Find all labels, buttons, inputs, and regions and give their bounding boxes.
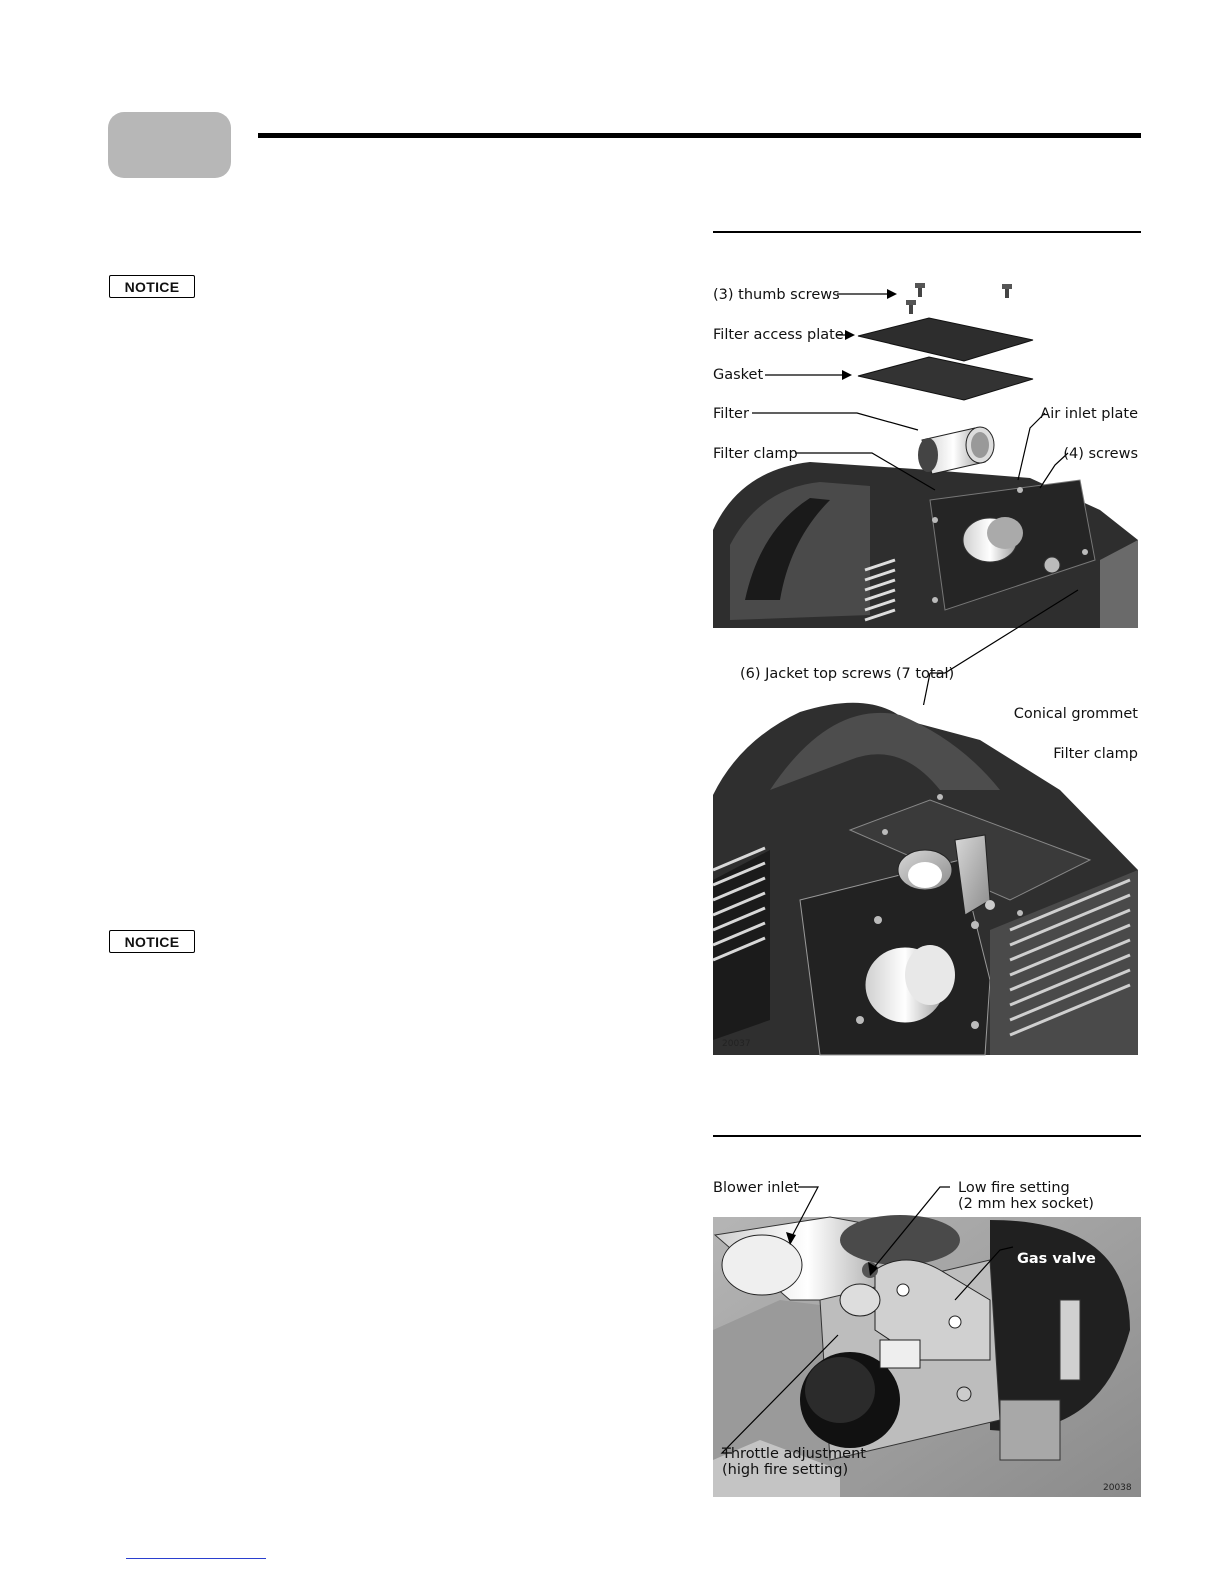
notice-badge: NOTICE [109,275,195,298]
label-filter-clamp: Filter clamp [1053,746,1138,762]
thumb-screw [1002,284,1012,298]
filter-cylinder [918,427,994,474]
label-four-screws: (4) screws [1063,446,1138,462]
label-filter-access-plate: Filter access plate [713,327,844,343]
figure-id: 20037 [722,1039,751,1049]
filter-access-plate-shape [858,318,1033,361]
label-high-fire-setting: (high fire setting) [722,1462,849,1478]
footer-link-underline[interactable] [126,1558,266,1559]
label-conical-grommet: Conical grommet [1013,706,1138,722]
label-gasket: Gasket [713,367,764,383]
figure-id: 20038 [1103,1483,1132,1493]
thumb-screw [915,283,925,297]
label-air-inlet-plate: Air inlet plate [1040,406,1138,422]
thumb-screw [906,300,916,314]
label-low-fire-setting: Low fire setting [958,1180,1070,1196]
label-thumb-screws: (3) thumb screws [713,287,840,303]
label-blower-inlet: Blower inlet [713,1180,800,1196]
notice-badge: NOTICE [109,930,195,953]
label-filter: Filter [713,406,749,422]
gasket-shape [858,357,1033,400]
label-filter-clamp: Filter clamp [713,446,798,462]
label-throttle-adjustment: Throttle adjustment [722,1446,866,1462]
label-gas-valve: Gas valve [1017,1251,1096,1267]
label-hex-socket: (2 mm hex socket) [958,1196,1094,1212]
label-jacket-top-screws: (6) Jacket top screws (7 total) [740,666,955,682]
